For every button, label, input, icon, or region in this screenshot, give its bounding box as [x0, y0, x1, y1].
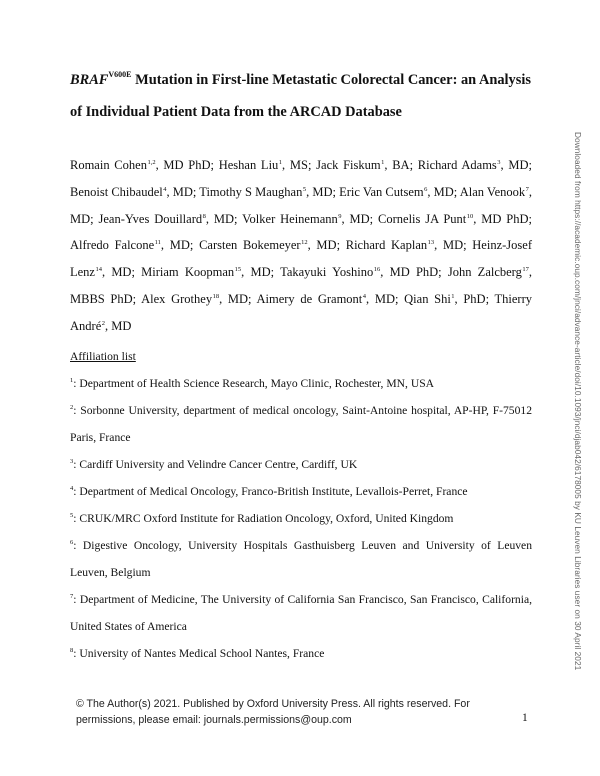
author-entry	[339, 185, 460, 199]
affiliation-section	[70, 344, 532, 667]
title-gene: BRAF	[70, 72, 109, 88]
author-affiliation-number: 1,2	[147, 159, 156, 166]
author-list	[70, 152, 532, 340]
affiliation-text: : Department of Medical Oncology, Franco-British Institute, Levallois-Perret, France	[73, 485, 468, 498]
author-affiliation-number: 15	[234, 266, 242, 274]
author-entry	[280, 265, 448, 279]
author-name: Timothy S Maughan	[199, 184, 303, 199]
author-affiliation-number: 11	[154, 239, 161, 247]
author-entry	[141, 265, 280, 279]
affiliation-number: 5	[70, 512, 74, 519]
author-entry	[70, 158, 219, 172]
author-name: Miriam Koopman	[141, 265, 235, 280]
affiliation-number: 3	[70, 458, 74, 465]
author-degree: , MD;	[205, 211, 243, 226]
author-degree: , MD;	[241, 265, 281, 280]
author-degree: , MD;	[366, 291, 405, 306]
affiliation-item	[70, 478, 532, 505]
author-entry	[141, 292, 256, 306]
author-degree: , MD;	[70, 184, 532, 226]
affiliation-text: : Department of Health Science Research, Mayo Clinic, Rochester, MN, USA	[73, 377, 435, 390]
author-name: Jean-Yves Douillard	[98, 211, 203, 226]
author-affiliation-number: 4	[163, 185, 167, 193]
author-degree: , MD;	[427, 184, 460, 199]
affiliation-number: 2	[70, 404, 74, 411]
author-degree: , MD;	[160, 238, 200, 253]
affiliation-item	[70, 586, 532, 640]
author-name: Carsten Bokemeyer	[199, 238, 301, 253]
author-affiliation-number: 10	[466, 212, 474, 220]
author-entry	[70, 238, 199, 252]
author-affiliation-number: 4	[362, 292, 367, 300]
affiliation-number: 8	[70, 647, 74, 654]
author-affiliation-number: 14	[95, 266, 102, 274]
author-name: Benoist Chibaudel	[70, 184, 163, 199]
author-name: Romain Cohen	[70, 158, 147, 172]
author-entry	[199, 238, 346, 252]
author-degree: , BA;	[384, 158, 418, 172]
author-affiliation-number: 8	[202, 212, 206, 220]
author-entry	[257, 292, 405, 306]
page-number: 1	[522, 712, 528, 724]
author-degree: , MD;	[166, 184, 200, 199]
author-degree: , MD;	[307, 238, 346, 253]
affiliation-item	[70, 370, 532, 397]
author-degree: , MD PhD;	[155, 158, 219, 172]
author-affiliation-number: 12	[301, 239, 308, 247]
author-entry	[316, 158, 418, 172]
author-name: Cornelis JA Punt	[378, 211, 467, 226]
affiliation-heading: Affiliation list	[70, 350, 136, 363]
author-affiliation-number: 6	[424, 185, 428, 193]
author-affiliation-number: 3	[497, 159, 501, 166]
author-degree: , MD;	[500, 158, 532, 172]
author-name: Richard Adams	[417, 158, 497, 172]
author-name: Eric Van Cutsem	[339, 184, 424, 199]
article-title	[70, 64, 540, 128]
author-degree: , MD;	[219, 291, 257, 306]
affiliation-text: : Cardiff University and Velindre Cancer Centre, Cardiff, UK	[73, 458, 358, 471]
author-name: Thierry André	[70, 291, 532, 333]
copyright-footer	[76, 696, 476, 728]
author-entry	[99, 212, 243, 226]
permissions-line: permissions, please email: journals.permissions@oup.com	[76, 714, 352, 726]
author-entry	[70, 185, 199, 199]
author-degree: , MD;	[101, 265, 142, 280]
affiliation-number: 1	[70, 377, 74, 384]
author-entry	[418, 158, 532, 172]
author-entry	[242, 212, 378, 226]
copyright-line: © The Author(s) 2021. Published by Oxford University Press. All rights reserved. For	[76, 698, 470, 710]
author-degree: , MD	[105, 318, 132, 333]
author-affiliation-number: 1	[381, 159, 385, 166]
author-entry	[346, 238, 473, 252]
author-affiliation-number: 13	[427, 239, 435, 247]
author-name: Alfredo Falcone	[70, 238, 155, 253]
author-name: Takayuki Yoshino	[280, 265, 374, 280]
affiliation-text: : Department of Medicine, The University of California San Francisco, San Francisco, California, United States of America	[70, 593, 532, 633]
affiliation-text: : Sorbonne University, department of medical oncology, Saint-Antoine hospital, AP-HP, F-75012 Paris, France	[70, 404, 532, 444]
author-affiliation-number: 1	[451, 292, 455, 300]
author-entry	[404, 292, 494, 306]
author-entry	[378, 212, 532, 226]
author-affiliation-number: 5	[302, 185, 307, 193]
author-affiliation-number: 2	[101, 319, 105, 327]
author-degree: , MD;	[306, 184, 340, 199]
author-degree: , MD PhD;	[380, 265, 448, 280]
author-affiliation-number: 7	[525, 185, 529, 193]
author-entry	[219, 158, 316, 172]
author-affiliation-number: 1	[278, 159, 283, 166]
title-text: Mutation in First-line Metastatic Colorectal Cancer: an Analysis of Individual Patient Data from the ARCAD Database	[70, 72, 531, 120]
author-name: Heinz-Josef Lenz	[70, 238, 532, 280]
download-watermark: Downloaded from https://academic.oup.com/jnci/advance-article/doi/10.1093/jnci/djab042/6178005 by KU Leuven Libraries user on 30 April 2021	[573, 132, 583, 671]
author-affiliation-number: 9	[338, 212, 342, 220]
author-affiliation-number: 16	[373, 266, 381, 274]
author-name: Richard Kaplan	[345, 238, 428, 253]
author-name: John Zalcberg	[447, 265, 522, 280]
author-degree: , MS;	[282, 158, 317, 172]
author-degree: , MBBS PhD;	[70, 265, 532, 306]
affiliation-number: 6	[70, 539, 74, 546]
author-affiliation-number: 18	[212, 292, 220, 300]
author-name: Jack Fiskum	[316, 158, 381, 172]
affiliation-number: 4	[70, 485, 74, 492]
author-name: Qian Shi	[404, 291, 451, 306]
affiliation-item	[70, 451, 532, 478]
affiliation-text: : Digestive Oncology, University Hospitals Gasthuisberg Leuven and University of Leuven Leuven, Belgium	[70, 539, 532, 579]
author-name: Alan Venook	[459, 184, 526, 199]
author-name: Alex Grothey	[141, 291, 213, 306]
affiliation-item	[70, 532, 532, 586]
author-degree: , MD;	[434, 238, 473, 253]
author-name: Volker Heinemann	[242, 211, 338, 226]
affiliation-list	[70, 370, 532, 667]
author-name: Aimery de Gramont	[256, 291, 363, 306]
affiliation-item	[70, 505, 532, 532]
affiliation-item	[70, 640, 532, 667]
author-name: Heshan Liu	[218, 158, 279, 172]
affiliation-number: 7	[70, 593, 74, 600]
author-affiliation-number: 17	[522, 266, 529, 274]
affiliation-item	[70, 397, 532, 451]
title-variant-superscript: V600E	[108, 70, 132, 79]
author-degree: , MD PhD;	[473, 211, 532, 226]
affiliation-text: : CRUK/MRC Oxford Institute for Radiation Oncology, Oxford, United Kingdom	[73, 512, 454, 525]
affiliation-text: : University of Nantes Medical School Nantes, France	[73, 647, 325, 660]
author-degree: , PhD;	[454, 291, 495, 306]
author-entry	[199, 185, 339, 199]
author-degree: , MD;	[341, 211, 379, 226]
